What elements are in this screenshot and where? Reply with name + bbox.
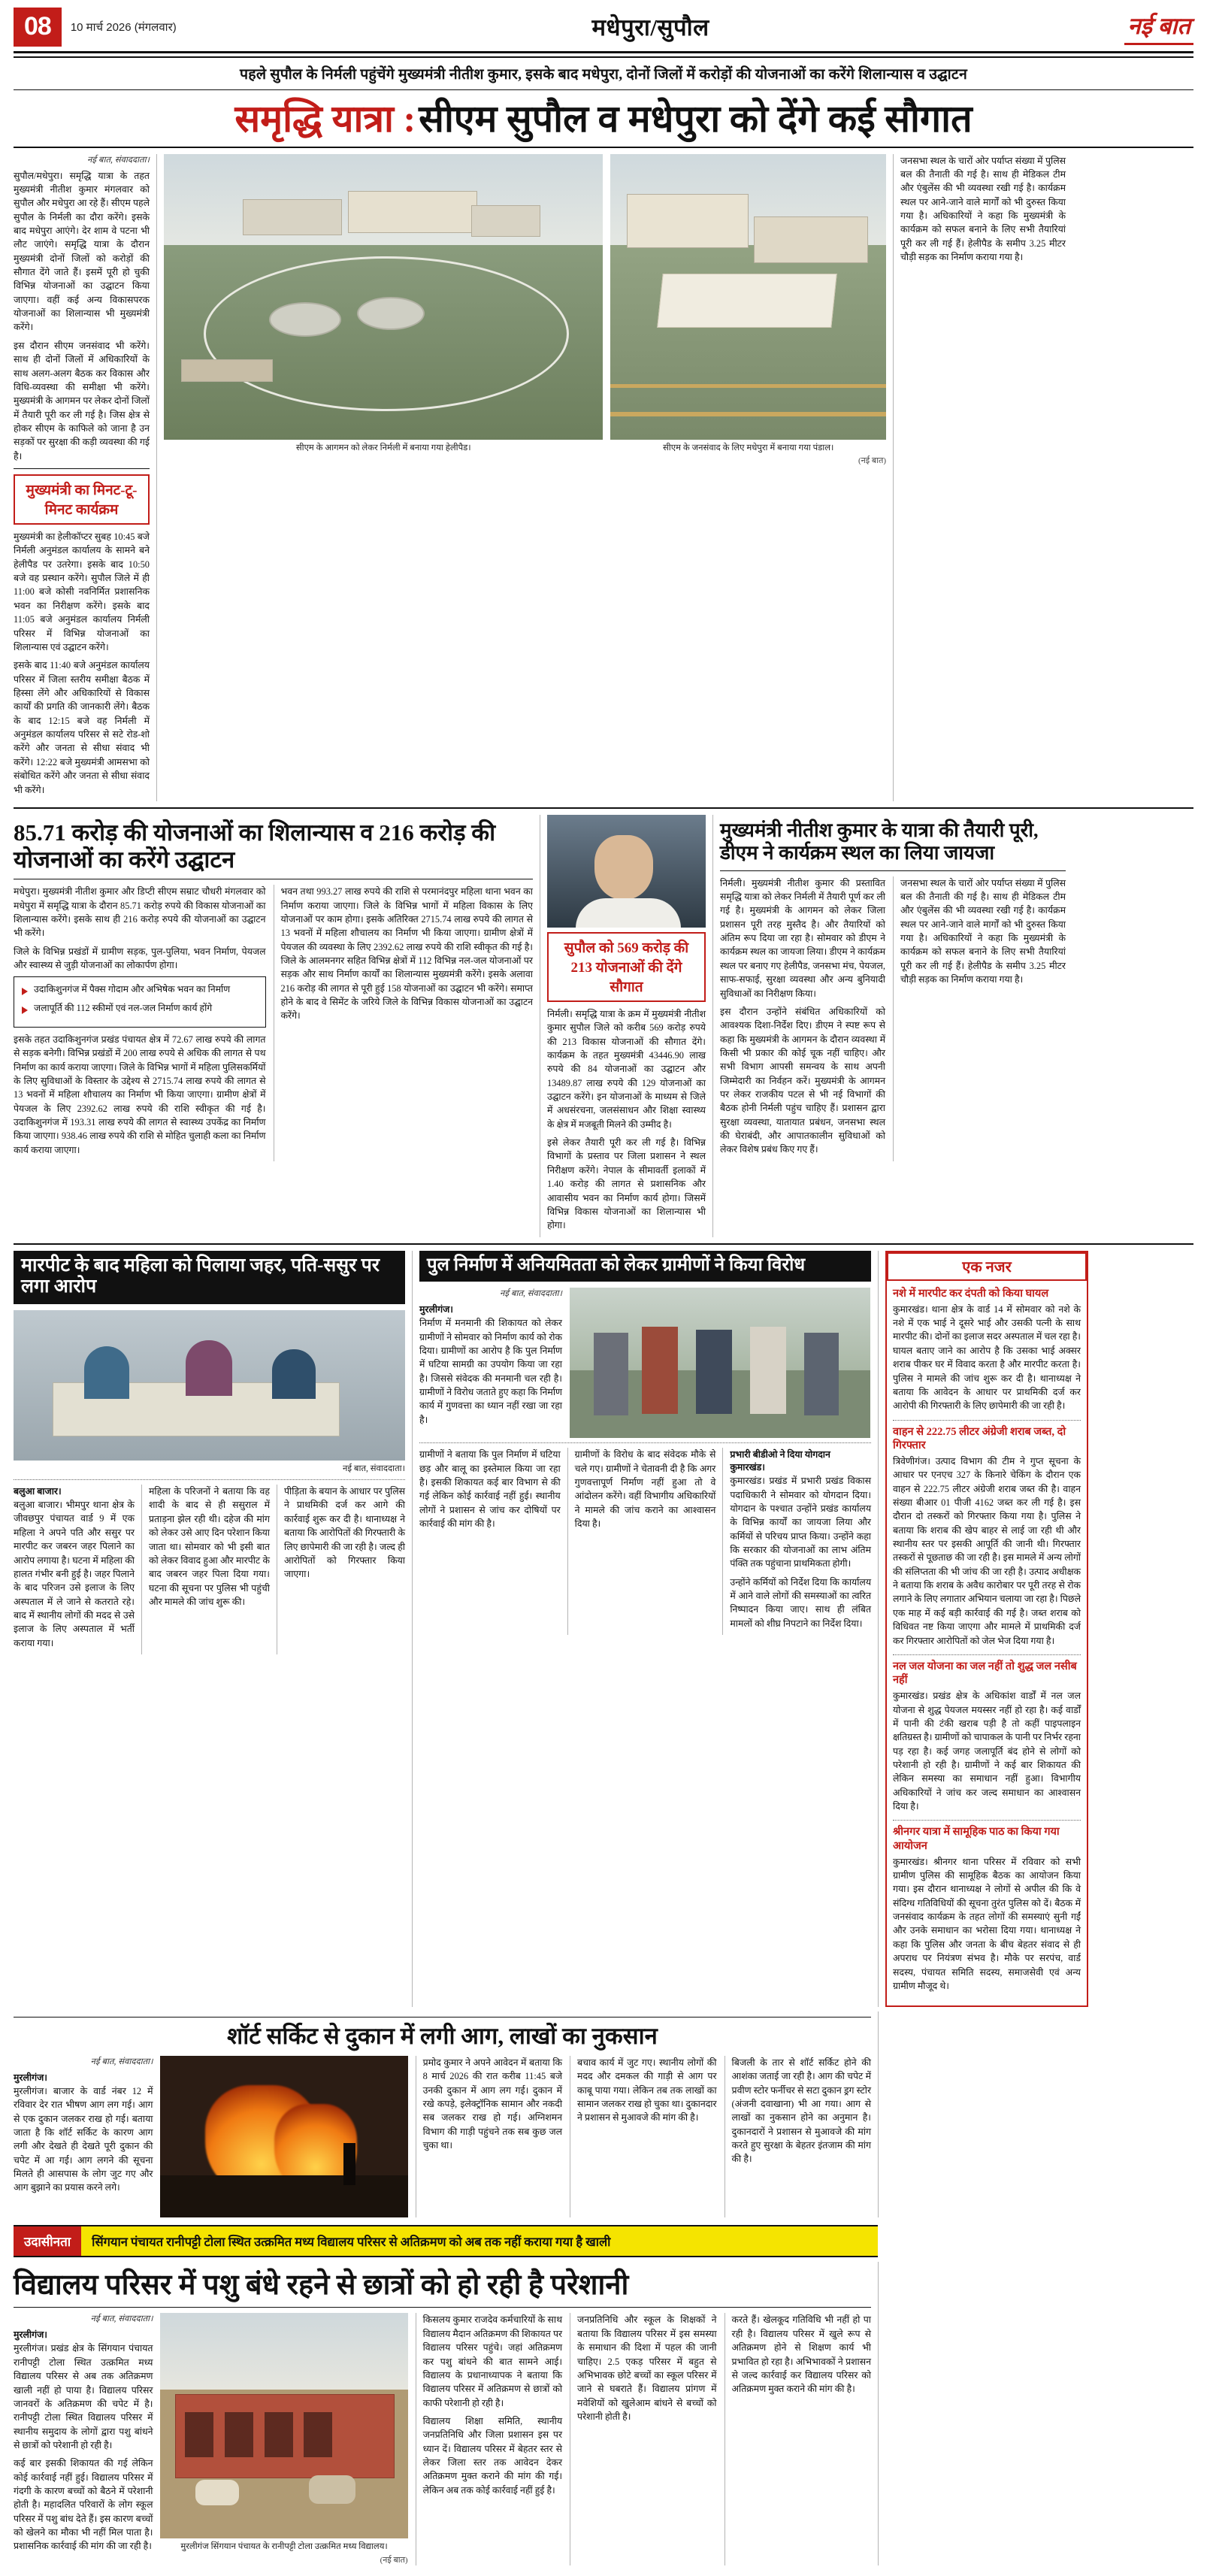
second-tier [14, 815, 1193, 1237]
fire-story-block [14, 2011, 1193, 2217]
story-85-paragraph-2: जिले के विभिन्न प्रखंडों में ग्रामीण सड़क, पुल-पुलिया, भवन निर्माण, पेयजल और स्वास्थ्य से जुड़ी योजनाओं का लोकार्पण होगा। [14, 946, 266, 970]
story-marpit-paragraph-2: महिला के परिजनों ने बताया कि वह शादी के बाद से ही ससुराल में प्रताड़ना झेल रही थी। दहेज की मांग को लेकर उसे आए दिन परेशान किया जाता था। सोमवार को भी इसी बात को लेकर विवाद हुआ और मारपीट के बाद जबरन जहर पिला दिया गया। घटना की सूचना पर पुलिस भी पहुंची और मामले की जांच शुरू की। [149, 1486, 270, 1607]
story-pul-byline: नई बात, संवाददाता। [500, 1289, 562, 1299]
story-fire-paragraph-2: प्रमोद कुमार ने अपने आवेदन में बताया कि 8 मार्च 2026 की रात करीब 11:45 बजे उनकी दुकान में आग लग गई। दुकान में रखे कपड़े, इलेक्ट्रॉनिक सामान और नकदी सब जलकर राख हो गई। अग्निशमन विभाग की गाड़ी पहुंचने तक सब कुछ जल चुका था। [422, 2057, 563, 2151]
box-569-paragraph-1: निर्मली। समृद्धि यात्रा के क्रम में मुख्यमंत्री नीतीश कुमार सुपौल जिले को करीब 569 करोड़ रुपये की 213 विकास योजनाओं की सौगात देंगे। कार्यक्रम के तहत मुख्यमंत्री 43446.90 लाख रुपये की 84 योजनाओं का उद्घाटन और 13489.87 लाख रुपये की 129 योजनाओं का उद्घाटन करेंगे। इन योजनाओं के माध्यम से जिले में अधसंरचना, जलसंसाधन और शिक्षा स्वास्थ्य के क्षेत्र में मजबूती मिलने की उम्मीद है। [547, 1008, 706, 1130]
story-pul-paragraph-1: निर्माण में मनमानी की शिकायत को लेकर ग्रामीणों ने सोमवार को निर्माण कार्य को रोक दिया। ग्रामीणों का आरोप है कि पुल निर्माण में घटिया सामग्री का उपयोग किया जा रहा है। जिससे संवेदक की मनमानी चल रही है। ग्रामीणों ने विरोध जताते हुए कहा कि निर्माण कार्य में गुणवत्ता का ध्यान नहीं रखा जा रहा है। [419, 1318, 562, 1425]
story-bdo-dateline: कुमारखंड। [730, 1462, 766, 1473]
box-569-paragraph-2: इसे लेकर तैयारी पूरी कर ली गई है। विभिन्न विभागों के प्रस्ताव पर जिला प्रशासन ने स्थल निरीक्षण करेंगे। नेपाल के सीमावर्ती इलाकों में 1.40 करोड़ की लागत से प्रशासनिक और आवासीय भवन का निर्माण कार्य होगा। जिसमें विभिन्न विकास योजनाओं का शिलान्यास भी होगा। [547, 1137, 706, 1231]
ek-nazar-title: एक नजर [887, 1252, 1087, 1281]
strip-row [14, 2217, 1193, 2262]
story-school-headline: विद्यालय परिसर में पशु बंधे रहने से छात्रों को हो रही है परेशानी [14, 2269, 629, 2301]
story-school-dateline: मुरलीगंज। [14, 2329, 47, 2341]
story-school-byline: नई बात, संवाददाता। [90, 2314, 153, 2324]
school-photo-caption: मुरलीगंज सिंगयान पंचायत के रानीपट्टी टोला उत्क्रमित मध्य विद्यालय। [180, 2542, 388, 2552]
lead-photo-1-wrap [164, 154, 603, 467]
pandal-photo [610, 154, 886, 440]
ek-nazar-item [893, 1425, 1081, 1648]
lead-paragraph-1: सुपौल/मधेपुरा। समृद्धि यात्रा के तहत मुख्यमंत्री नीतीश कुमार मंगलवार को सुपौल और मधेपुरा आ रहे हैं। सीएम पहले सुपौल के निर्मली का दौरा करेंगे। इसके बाद मधेपुरा आएंगे। देर शाम वे पटना भी लौट जाएंगे। समृद्धि यात्रा के दौरान मुख्यमंत्री दोनों जिलों को करोड़ों की सौगात देंगे जाते हैं। इसमें पूरी हो चुकी विभिन्न योजनाओं का उद्घाटन किया जाएगा। वहीं कई अन्य विकासपरक योजनाओं का शिलान्यास भी मुख्यमंत्री करेंगे। [14, 170, 150, 333]
ek-nazar-item-heading: श्रीनगर यात्रा में सामूहिक पाठ का किया गया आयोजन [893, 1826, 1060, 1852]
box-569-block [540, 815, 712, 1237]
story-cm-taiyari-paragraph-2: इस दौरान उन्होंने संबंधित अधिकारियों को आवश्यक दिशा-निर्देश दिए। डीएम ने स्पष्ट रूप से कहा कि मुख्यमंत्री के आगमन के दौरान व्यवस्था में किसी भी प्रकार की कोई चूक नहीं चाहिए। और सभी विभाग आपसी समन्वय के साथ अपनी जिम्मेदारी का निर्वहन करें। मुख्यमंत्री के आगमन पर लेकर राजकीय पटल से भी नई विभागों की बैठक होनी निर्मली पहुंच चाहिए हैं। प्रशासन द्वारा सुरक्षा व्यवस्था, यातायात प्रबंधन, जनसभा स्थल की घेराबंदी, और आपातकालीन सुविधाओं को लेकर विशेष प्रबंध किए गए हैं। [720, 1006, 885, 1155]
story-school-paragraph-4: विद्यालय शिक्षा समिति, स्थानीय जनप्रतिनिधि और जिला प्रशासन इस पर ध्यान दें। विद्यालय परिसर में बेहतर स्तर से लेकर जिला स्तर तक आवेदन देकर अतिक्रमण मुक्त कराने की मांग की गई। लेकिन अब तक कोई कार्रवाई नहीं हुई है। [422, 2415, 563, 2496]
story-bdo-paragraph-1: कुमारखंड। प्रखंड में प्रभारी प्रखंड विकास पदाधिकारी ने सोमवार को योगदान दिया। योगदान के पश्चात उन्होंने प्रखंड कार्यालय के विभिन्न कार्यों का जायजा लिया और कर्मियों से परिचय प्राप्त किया। उन्होंने कहा कि सरकार की योजनाओं का लाभ अंतिम पंक्ति तक पहुंचाना प्राथमिकता होगी। [730, 1476, 872, 1570]
story-marpit-paragraph-3: पीड़िता के बयान के आधार पर पुलिस ने प्राथमिकी दर्ज कर आगे की कार्रवाई शुरू कर दी है। थानाध्यक्ष ने बताया कि आरोपितों की गिरफ्तारी के लिए छापेमारी की जा रही है। जल्द ही आरोपितों को गिरफ्तार किया जाएगा। [284, 1486, 405, 1580]
story-85-bullet-2: जलापूर्ति की 112 स्कीमों एवं नल-जल निर्माण कार्य होंगे [22, 1002, 258, 1016]
ek-nazar-item-heading: नशे में मारपीट कर दंपती को किया घायल [893, 1287, 1049, 1300]
ek-nazar-item-text: कुमारखंड। प्रखंड क्षेत्र के अधिकांश वार्डों में नल जल योजना से शुद्ध पेयजल मयस्सर नहीं हो रहा है। कई वार्डों में पानी की टंकी खराब पड़ी है तो कहीं पाइपलाइन क्षतिग्रस्त है। ग्रामीणों को चापाकल के पानी पर निर्भर रहना पड़ रहा है। कई जगह जलापूर्ति बंद होने से लोगों को परेशानी हो रही है। ग्रामीणों ने कई बार शिकायत की लेकिन समस्या का समाधान नहीं हुआ। विभागीय अधिकारियों ने जांच कर जल्द समाधान का आश्वासन दिया है। [893, 1691, 1081, 1812]
lead-left-column [14, 154, 156, 801]
minute-program-text-2: इसके बाद 11:40 बजे अनुमंडल कार्यालय परिसर में जिला स्तरीय समीक्षा बैठक में हिस्सा लेंगे और अधिकारियों से विकास कार्यों की प्रगति की जानकारी लेंगे। बैठक के बाद 12:15 बजे वह निर्मली में अनुमंडल कार्यालय परिसर से सटे रोड-शो करेंगे और जनता से सीधा संवाद भी करेंगे। 12:22 बजे मुख्यमंत्री आमसभा को संबोधित करेंगे और जनता से सीधा संवाद भी करेंगे। [14, 660, 150, 795]
ek-nazar-item-text: कुमारखंड। थाना क्षेत्र के वार्ड 14 में सोमवार को नशे के नशे में एक भाई ने दूसरे भाई और उसकी पत्नी के साथ मारपीट की। दोनों का इलाज सदर अस्पताल में चल रहा है। घायल बताए जाने का आरोप है कि उसका भाई अक्सर शराब पीकर घर में विवाद करता है और मारपीट करता है। पुलिस ने मामले की जांच शुरू कर दी है। थानाध्यक्ष ने बताया कि आवेदन के आधार पर प्राथमिकी दर्ज कर आरोपी की गिरफ्तारी के लिए छापेमारी की जा रही है। [893, 1303, 1081, 1412]
lead-right-text-1: जनसभा स्थल के चारों ओर पर्याप्त संख्या में पुलिस बल की तैनाती की गई है। साथ ही मेडिकल टीम और एंबुलेंस की भी व्यवस्था रखी गई है। कार्यक्रम स्थल पर आने-जाने वाले मार्गों को भी दुरुस्त किया गया है। अधिकारियों ने कहा कि मुख्यमंत्री के कार्यक्रम को सफल बनाने के लिए सभी तैयारियां पूरी कर ली गई हैं। हेलीपैड के समीप 3.25 मीटर चौड़ी सड़क का निर्माण कराया गया है। [900, 155, 1066, 263]
lead-headline-black: सीएम सुपौल व मधेपुरा को देंगे कई सौगात [419, 98, 973, 140]
section-title: मधेपुरा/सुपौल [591, 14, 709, 41]
story-pul-headline: पुल निर्माण में अनियमितता को लेकर ग्रामीणों ने किया विरोध [419, 1251, 871, 1282]
story-cm-taiyari-block [712, 815, 1066, 1237]
ek-nazar-item [893, 1660, 1081, 1813]
strip-tag: उदासीनता [14, 2226, 81, 2256]
bridge-protest-photo [570, 1288, 870, 1438]
story-bdo-paragraph-2: उन्होंने कर्मियों को निर्देश दिया कि कार्यालय में आने वाले लोगों की समस्याओं का त्वरित निष्पादन किया जाए। साथ ही लंबित मामलों को शीघ्र निपटाने का निर्देश दिया। [730, 1576, 872, 1629]
story-pul-dateline: मुरलीगंज। [419, 1304, 453, 1315]
ek-nazar-item-text: कुमारखंड। श्रीनगर थाना परिसर में रविवार को सभी ग्रामीण पुलिस की सामूहिक बैठक का आयोजन किया गया। इस दौरान थानाध्यक्ष ने लोगों से अपील की कि वे संदिग्ध गतिविधियों की सूचना तुरंत पुलिस को दें। बैठक में जनसंवाद कार्यक्रम के तहत लोगों की समस्याएं सुनी गईं और उनके समाधान का भरोसा दिया गया। थानाध्यक्ष ने कहा कि पुलिस और जनता के बीच बेहतर संवाद से ही अपराध पर नियंत्रण संभव है। मौके पर सरपंच, वार्ड सदस्य, पंचायत समिति सदस्य, समाजसेवी एवं अन्य ग्रामीण मौजूद थे। [893, 1856, 1081, 1991]
story-marpit-dateline: बलुआ बाजार। [14, 1486, 62, 1497]
story-85-block [14, 815, 540, 1237]
story-bdo-headline: प्रभारी बीडीओ ने दिया योगदान [730, 1449, 830, 1461]
fire-photo [160, 2056, 407, 2217]
story-fire-byline: नई बात, संवाददाता। [90, 2057, 153, 2066]
lead-photo-2-wrap [610, 154, 886, 467]
page-number: 08 [14, 8, 62, 47]
lead-story-block [14, 154, 1193, 801]
story-cm-taiyari-headline: मुख्यमंत्री नीतीश कुमार के यात्रा की तैयारी पूरी, डीएम ने कार्यक्रम स्थल का लिया जायजा [720, 819, 1039, 864]
masthead [14, 8, 1193, 53]
helipad-photo-caption: सीएम के आगमन को लेकर निर्मली में बनाया गया हेलीपैड। [295, 443, 471, 453]
photo-credit: (नई बात) [858, 456, 886, 466]
story-fire-dateline: मुरलीगंज। [14, 2072, 47, 2083]
story-school-paragraph-3: किसलय कुमार राजदेव कर्मचारियों के साथ विद्यालय मैदान अतिक्रमण की शिकायत पर विद्यालय परिसर पहुंचे। जहां अतिक्रमण कर पशु बांधने की बात सामने आई। विद्यालय के प्रधानाध्यापक ने बताया कि विद्यालय परिसर में अतिक्रमण से छात्रों को काफी परेशानी हो रही है। [422, 2314, 563, 2408]
hospital-photo-credit: नई बात, संवाददाता। [343, 1464, 405, 1474]
lead-photo-column [156, 154, 893, 801]
pandal-photo-caption: सीएम के जनसंवाद के लिए मधेपुरा में बनाया गया पंडाल। [663, 443, 834, 453]
story-marpit-paragraph-1: बलुआ बाजार। भीमपुर थाना क्षेत्र के जीवछपुर पंचायत वार्ड 9 में एक महिला ने अपने पति और ससुर पर मारपीट कर जबरन जहर पिलाने का आरोप लगाया है। घटना में महिला की हालत गंभीर बनी हुई है। जहर पिलाने के बाद परिजन उसे इलाज के लिए अस्पताल में ले जाने से कतराते रहे। बाद में स्थानीय लोगों की मदद से उसे इलाज के लिए अस्पताल में भर्ती कराया गया। [14, 1500, 135, 1648]
fire-right-spacer [878, 2011, 1178, 2217]
school-photo [160, 2313, 407, 2538]
story-85-text-col [14, 885, 266, 1161]
hospital-photo [14, 1310, 405, 1461]
story-fire-paragraph-4: बिजली के तार से शॉर्ट सर्किट होने की आशंका जताई जा रही है। आग की चपेट में प्रवीण स्टोर फर्नीचर से सटा दुकान ड्रग स्टोर (अंजनी दवाखाना) भी आ गया। आग से लाखों का नुकसान होने का अनुमान है। दुकानदारों ने प्रशासन से मुआवजे की मांग करते हुए सुरक्षा के बेहतर इंतजाम की मांग की है। [731, 2057, 872, 2165]
lead-headline [14, 90, 1193, 148]
story-pul-paragraph-3: ग्रामीणों के विरोध के बाद संवेदक मौके से चले गए। ग्रामीणों ने चेतावनी दी है कि अगर गुणवत्तापूर्ण निर्माण नहीं हुआ तो वे आंदोलन करेंगे। वहीं विभागीय अधिकारियों ने मामले की जांच कराने का आश्वासन दिया है। [574, 1449, 716, 1530]
ek-nazar-item-heading: वाहन से 222.75 लीटर अंग्रेजी शराब जब्त, दो गिरफ्तार [893, 1425, 1066, 1451]
ek-nazar-box [885, 1251, 1088, 2008]
story-85-text-col-2 [274, 885, 534, 1161]
lead-byline: नई बात, संवाददाता। [87, 155, 150, 165]
ek-nazar-column [878, 1251, 1088, 2008]
publication-date: 10 मार्च 2026 (मंगलवार) [70, 21, 177, 34]
story-school-paragraph-1: मुरलीगंज। प्रखंड क्षेत्र के सिंगयान पंचायत रानीपट्टी टोला स्थित उत्क्रमित मध्य विद्यालय परिसर से अब तक अतिक्रमण खाली नहीं हो पाया है। विद्यालय परिसर जानवरों के अतिक्रमण की चपेट में है। रानीपट्टी टोला स्थित विद्यालय परिसर में स्थानीय समुदाय के लोगों द्वारा पशु बांधने से छात्रों को परेशानी हो रही है। [14, 2343, 153, 2450]
story-85-headline: 85.71 करोड़ की योजनाओं का शिलान्यास व 216 करोड़ की योजनाओं का करेंगे उद्घाटन [14, 819, 496, 873]
story-fire-headline: शॉर्ट सर्किट से दुकान में लगी आग, लाखों का नुकसान [227, 2023, 658, 2050]
school-story-block [14, 2262, 1193, 2565]
story-fire-paragraph-1: मुरलीगंज। बाजार के वार्ड नंबर 12 में रविवार देर रात भीषण आग लग गई। आग से एक दुकान जलकर राख हो गई। बताया जाता है कि शॉर्ट सर्किट के कारण आग लगी और देखते ही देखते पूरी दुकान की चपेट में आ गई। आग लगने की सूचना मिलते ही आसपास के लोग जुट गए और आग बुझाने का प्रयास करने लगे। [14, 2085, 153, 2193]
story-school-paragraph-6: करते हैं। खेलकूद गतिविधि भी नहीं हो पा रही है। विद्यालय परिसर में खुले रूप से अतिक्रमण होने से शिक्षण कार्य भी प्रभावित हो रहा है। अभिभावकों ने प्रशासन से जल्द कार्रवाई कर विद्यालय परिसर को अतिक्रमण मुक्त कराने की मांग की है। [731, 2314, 872, 2395]
story-85-bullets-box [14, 976, 266, 1028]
lead-paragraph-2: इस दौरान सीएम जनसंवाद भी करेंगे। साथ ही दोनों जिलों में अधिकारियों के साथ अलग-अलग बैठक कर विकास और विधि-व्यवस्था की समीक्षा भी करेंगे। मुख्यमंत्री के आगमन पर लेकर दोनों जिलों में तैयारी पूरी कर ली गई है। जिस क्षेत्र से होकर सीएम के काफिले को जाना है उन सड़कों पर सुरक्षा की कड़ी व्यवस्था की गई है। [14, 340, 150, 462]
story-school-paragraph-2: कई बार इसकी शिकायत की गई लेकिन कोई कार्रवाई नहीं हुई। विद्यालय परिसर में गंदगी के कारण बच्चों को बैठने में परेशानी होती है। महादलित परिवारों के लोग स्कूल परिसर में पशु बांध देते हैं। इस कारण बच्चों को खेलने का मौका भी नहीं मिल पाता है। प्रशासनिक कार्रवाई की मांग की जा रही है। [14, 2458, 153, 2552]
cm-portrait-photo [547, 815, 706, 928]
story-school-paragraph-5: जनप्रतिनिधि और स्कूल के शिक्षकों ने बताया कि विद्यालय परिसर में इस समस्या के समाधान की दिशा में पहल की जानी चाहिए। 2.5 एकड़ परिसर में बहुत से अभिभावक छोटे बच्चों का स्कूल परिसर में जाने से घबराते हैं। विद्यालय प्रांगण में मवेशियों को खुलेआम बांधने से बच्चों को परेशानी होती है। [577, 2314, 717, 2422]
box-569-title: सुपौल को 569 करोड़ की 213 योजनाओं की देंगे सौगात [547, 932, 706, 1002]
minute-program-title: मुख्यमंत्री का मिनट-टू-मिनट कार्यक्रम [14, 474, 150, 525]
story-pul-paragraph-2: ग्रामीणों ने बताया कि पुल निर्माण में घटिया छड़ और बालू का इस्तेमाल किया जा रहा है। इसकी शिकायत कई बार विभाग से की गई लेकिन कोई कार्रवाई नहीं हुई। स्थानीय लोगों ने प्रशासन से जांच कर दोषियों पर कार्रवाई की मांग की है। [419, 1449, 561, 1530]
lead-headline-red: समृद्धि यात्रा : [234, 98, 416, 140]
school-photo-credit: (नई बात) [380, 2556, 408, 2565]
third-tier-middle [412, 1251, 878, 2008]
story-85-bullet-1: उदाकिशुनगंज में पैक्स गोदाम और अभिषेक भवन का निर्माण [22, 983, 258, 997]
ek-nazar-item-text: त्रिवेणीगंज। उत्पाद विभाग की टीम ने गुप्त सूचना के आधार पर एनएच 327 के किनारे चेकिंग के दौरान एक वाहन से 222.75 लीटर अंग्रेजी शराब जब्त की है। वाहन संख्या बीआर 01 पीजी 4162 जब्त कर ली गई है। इस दौरान दो तस्करों को गिरफ्तार किया गया है। पुलिस ने बताया कि शराब की खेप बाहर से लाई जा रही थी और स्थानीय स्तर पर इसकी आपूर्ति की जानी थी। गिरफ्तार तस्करों से पूछताछ की जा रही है। इस मामले में अन्य लोगों की संलिप्तता की भी जांच की जा रही है। उत्पाद अधीक्षक ने बताया कि शराब के अवैध कारोबार पर पूरी तरह से रोक लगाने के लिए लगातार अभियान चलाया जा रहा है। पिछले एक माह में कई बड़ी कार्रवाई की गई है। जब्त शराब को विधिवत नष्ट किया जाएगा और मामले में प्राथमिकी दर्ज कर गिरफ्तार आरोपितों को जेल भेज दिया गया है। [893, 1455, 1081, 1646]
story-85-column-1: इसके तहत उदाकिशुनगंज प्रखंड पंचायत क्षेत्र में 72.67 लाख रुपये की लागत से सड़क बनेगी। विभिन्न प्रखंडों में 200 लाख रुपये से अधिक की लागत से पथ निर्माण का कार्य कराया जाएगा। जिले के विभिन्न भागों में महिला पुलिसकर्मियों के लिए सुविधाओं के विस्तार के उद्देश्य से 2715.74 लाख रुपये की लागत से 13 भवनों में महिला शौचालय का निर्माण भी किया जाएगा। ग्रामीण क्षेत्रों में पेयजल के लिए 2392.62 लाख रुपये की राशि स्वीकृत की गई है। उदाकिशुनगंज में 193.31 लाख रुपये की लागत से स्वास्थ्य उपकेंद्र का निर्माण किया जाएगा। 938.46 लाख रुपये की राशि से मोहित चुलाही कला का निर्माण कार्य कराया जाएगा। [14, 1034, 266, 1155]
ek-nazar-item [893, 1287, 1081, 1413]
school-right-spacer [878, 2262, 1178, 2565]
story-cm-taiyari-paragraph-3: जनसभा स्थल के चारों ओर पर्याप्त संख्या में पुलिस बल की तैनाती की गई है। साथ ही मेडिकल टीम और एंबुलेंस की भी व्यवस्था रखी गई है। कार्यक्रम स्थल पर आने-जाने वाले मार्गों को भी दुरुस्त किया गया है। अधिकारियों ने कहा कि मुख्यमंत्री के कार्यक्रम को सफल बनाने के लिए सभी तैयारियां पूरी कर ली गई हैं। हेलीपैड के समीप 3.25 मीटर चौड़ी सड़क का निर्माण कराया गया है। [900, 877, 1066, 985]
third-tier-left [14, 1251, 412, 2008]
udasinta-strip [14, 2225, 878, 2257]
helipad-photo [164, 154, 603, 440]
third-tier [14, 1251, 1193, 2008]
story-85-paragraph-1: मधेपुरा। मुख्यमंत्री नीतीश कुमार और डिप्टी सीएम सम्राट चौधरी मंगलवार को मधेपुरा में समृद्धि यात्रा के दौरान 85.71 करोड़ रुपये की विकास योजनाओं का शिलान्यास करेंगे। इसके साथ ही 216 करोड़ रुपये की योजनाओं का उद्घाटन भी करेंगे। [14, 886, 266, 939]
minute-program-text-1: मुख्यमंत्री का हेलीकॉप्टर सुबह 10:45 बजे निर्मली अनुमंडल कार्यालय के सामने बने हेलीपैड पर उतरेगा। इसके बाद 10:50 बजे वह प्रस्थान करेंगे। सुपौल जिले में ही 11:00 बजे कोसी नवनिर्मित प्रशासनिक भवन का निरीक्षण करेंगे। इसके बाद 11:05 बजे अनुमंडल कार्यालय निर्मली परिसर में विभिन्न योजनाओं का शिलान्यास एवं उद्घाटन करेंगे। [14, 531, 150, 652]
story-85-column-2: भवन तथा 993.27 लाख रुपये की राशि से परमानंदपुर महिला थाना भवन का निर्माण कराया जाएगा। जिले के विभिन्न भागों में महिला विकास के लिए योजनाओं पर काम होगा। इसके अतिरिक्त 2715.74 लाख रुपये की लागत से 13 भवनों में महिला शौचालय का निर्माण भी किया जाएगा। ग्रामीण क्षेत्रों में पेयजल की व्यवस्था के लिए 2392.62 लाख रुपये की राशि स्वीकृत की गई है। जिले के आलमनगर सहित विभिन्न क्षेत्रों में 112 विभिन्न नल-जल योजनाओं पर सड़क और साथ निर्माण कार्यों का शिलान्यास मुख्यमंत्री करेंगे। इसके अलावा 216 करोड़ की लागत से पूरी हुई 158 योजनाओं का उद्घाटन भी करेंगे। समाप्त होने के बाद वे सिमेंट के जरिये जिले के विभिन्न विकास योजनाओं का उद्घाटन करेंगे। [280, 886, 533, 1022]
story-marpit-headline: मारपीट के बाद महिला को पिलाया जहर, पति-ससुर पर लगा आरोप [14, 1251, 405, 1305]
ek-nazar-item [893, 1825, 1081, 1993]
story-cm-taiyari-paragraph-1: निर्मली। मुख्यमंत्री नीतीश कुमार की प्रस्तावित समृद्धि यात्रा को लेकर निर्मली में तैयारी पूर्ण कर ली गई है। मुख्यमंत्री के आगमन को लेकर जिला प्रशासन पूरी तरह मुस्तैद है। और तैयारियों को अंतिम रूप दिया जा रहा है। सोमवार को डीएम ने कार्यक्रम स्थल का जायजा लिया। डीएम ने कार्यक्रम स्थल पर बनाए गए हेलीपैड, जनसभा मंच, पेयजल, साफ-सफाई, सुरक्षा व्यवस्था और अन्य बुनियादी सुविधाओं का निरीक्षण किया। [720, 877, 885, 999]
ek-nazar-item-heading: नल जल योजना का जल नहीं तो शुद्ध जल नसीब नहीं [893, 1660, 1077, 1687]
lead-right-column [893, 154, 1066, 801]
lead-kicker: पहले सुपौल के निर्मली पहुंचेंगे मुख्यमंत्री नीतीश कुमार, इसके बाद मधेपुरा, दोनों जिलों में करोड़ों की योजनाओं का करेंगे शिलान्यास व उद्घाटन [14, 56, 1193, 90]
story-fire-paragraph-3: बचाव कार्य में जुट गए। स्थानीय लोगों की मदद और दमकल की गाड़ी से आग पर काबू पाया गया। लेकिन तब तक लाखों का सामान जलकर राख हो चुका था। दुकानदार ने प्रशासन से मुआवजे की मांग की है। [577, 2057, 717, 2123]
strip-text: सिंगयान पंचायत रानीपट्टी टोला स्थित उत्क्रमित मध्य विद्यालय परिसर से अतिक्रमण को अब तक नहीं कराया गया है खाली [81, 2226, 878, 2256]
publication-logo: नई बात [1124, 10, 1193, 45]
